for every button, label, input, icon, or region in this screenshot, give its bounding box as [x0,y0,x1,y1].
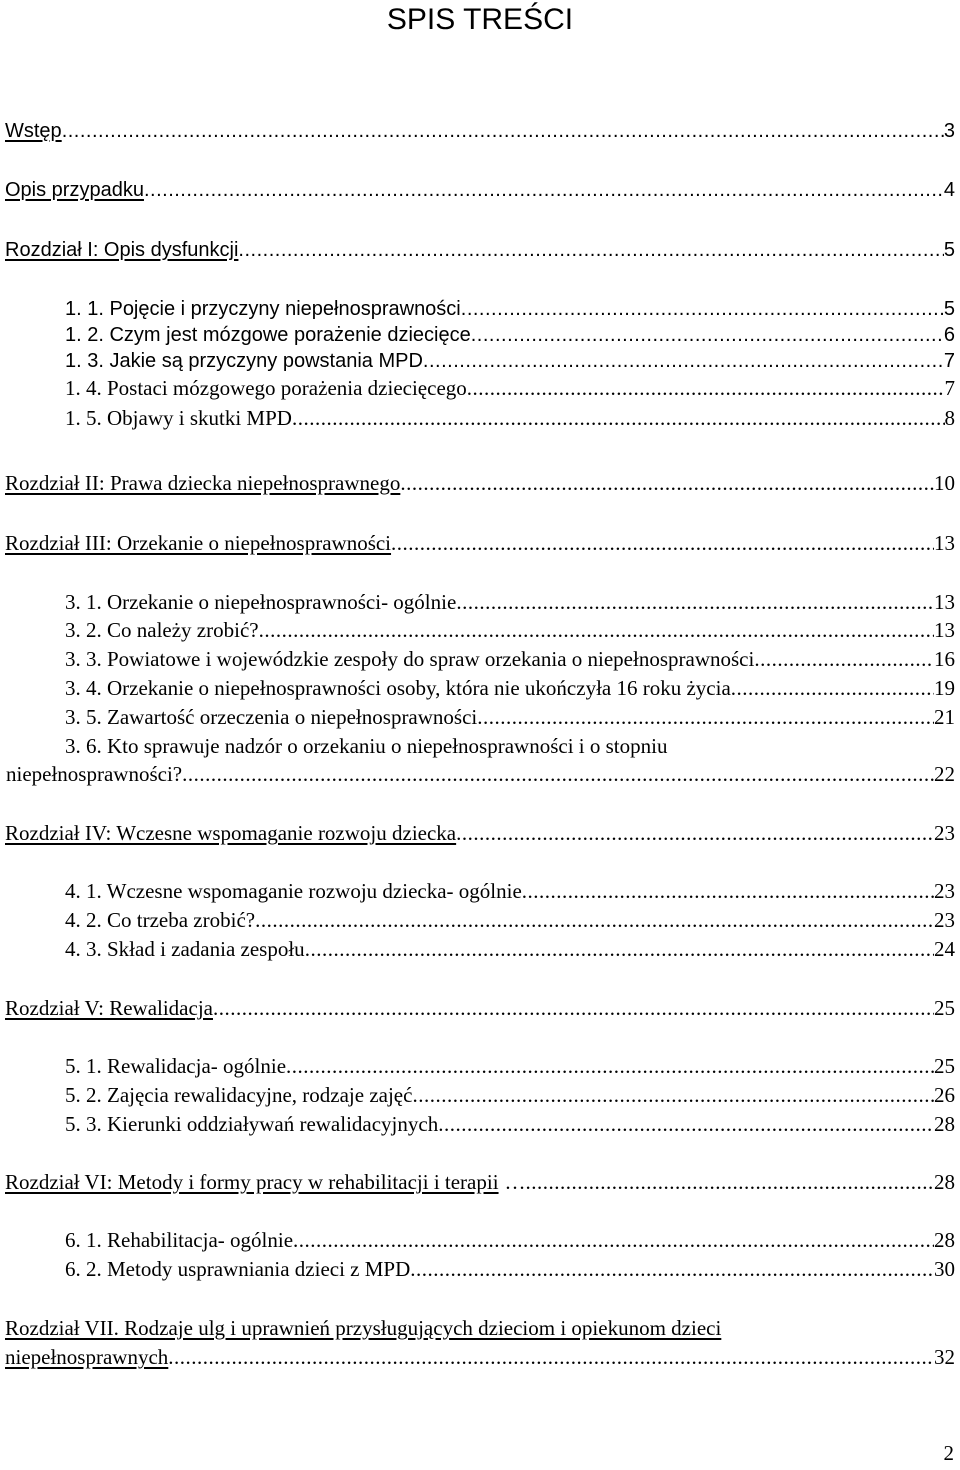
toc-entry-label: 6. 2. Metody usprawniania dzieci z MPD [65,1257,411,1281]
toc-entry-page: 28 [934,1112,955,1136]
toc-entry-3-2[interactable] [65,617,955,643]
toc-entry-page: 23 [934,908,955,932]
toc-entry-3-4[interactable] [65,675,955,701]
toc-entry-rozdzial-7-line1[interactable] [5,1315,721,1341]
toc-entry-4-1[interactable] [65,878,955,904]
toc-entry-1-1[interactable] [65,296,955,322]
toc-entry-page: 28 [934,1170,955,1194]
toc-leader-dots [62,118,944,144]
toc-leader-dots [456,589,934,615]
toc-leader-dots [144,177,944,203]
toc-entry-page: 21 [934,705,955,729]
toc-entry-label: niepełnosprawnych [5,1345,169,1369]
toc-entry-page: 32 [934,1345,955,1369]
toc-leader-dots [477,704,934,730]
toc-entry-page: 5 [943,298,955,320]
toc-entry-1-2[interactable] [65,322,955,348]
toc-entry-3-3[interactable] [65,646,955,672]
toc-entry-page: 16 [934,647,955,671]
toc-entry-label: 1. 4. Postaci mózgowego porażenia dziecięcego [65,376,467,400]
toc-entry-label: Rozdział II: Prawa dziecka niepełnosprawnego [5,471,401,495]
toc-entry-5-2[interactable] [65,1082,955,1108]
toc-entry-label: 4. 1. Wczesne wspomaganie rozwoju dziecka- ogólnie [65,879,522,903]
toc-entry-3-6-line1[interactable]: 3. 6. Kto sprawuje nadzór o orzekaniu o niepełnosprawności i o stopniu [65,734,668,758]
toc-entry-rozdzial-4[interactable] [5,820,955,846]
toc-entry-label: 5. 1. Rewalidacja- ogólnie [65,1054,287,1078]
toc-entry-rozdzial-5[interactable] [5,995,955,1021]
toc-entry-page: 28 [934,1228,955,1252]
toc-entry-page: 26 [934,1083,955,1107]
toc-entry-label: 3. 1. Orzekanie o niepełnosprawności- ogólnie [65,590,457,614]
toc-entry-page: 7 [944,376,955,400]
toc-leader-dots [305,936,934,962]
toc-entry-6-1[interactable] [65,1227,955,1253]
toc-leader-dots [461,296,944,322]
toc-entry-label: Rozdział VI: Metody i formy pracy w rehabilitacji i terapii [5,1170,499,1194]
toc-entry-label: 3. 4. Orzekanie o niepełnosprawności osoby, która nie ukończyła 16 roku życia [65,676,731,700]
toc-entry-page: 19 [934,676,955,700]
toc-entry-page: 3 [943,120,955,142]
toc-entry-ellipsis: … [504,1170,526,1194]
toc-entry-label: 3. 5. Zawartość orzeczenia o niepełnosprawności [65,705,478,729]
toc-leader-dots [182,761,934,787]
toc-entry-page: 22 [934,762,955,786]
toc-entry-1-5[interactable] [65,405,955,431]
toc-entry-label: Rozdział IV: Wczesne wspomaganie rozwoju dziecka [5,821,457,845]
toc-entry-page: 8 [944,406,955,430]
toc-entry-wstep[interactable] [5,118,955,144]
page-title: SPIS TREŚCI [386,3,574,36]
toc-entry-label: Rozdział V: Rewalidacja [5,996,213,1020]
toc-entry-label: Rozdział I: Opis dysfunkcji [5,239,239,261]
toc-entry-4-3[interactable] [65,936,955,962]
toc-entry-page: 7 [943,350,955,372]
toc-entry-5-1[interactable] [65,1053,955,1079]
toc-entry-3-5[interactable] [65,704,955,730]
toc-leader-dots [456,820,934,846]
toc-entry-label: 1. 1. Pojęcie i przyczyny niepełnosprawności [65,298,461,320]
toc-entry-3-6[interactable] [6,761,955,787]
toc-leader-dots [292,405,945,431]
toc-entry-label: 5. 3. Kierunki oddziaływań rewalidacyjnych [65,1112,439,1136]
toc-entry-label: 3. 3. Powiatowe i wojewódzkie zespoły do spraw orzekania o niepełnosprawności [65,647,755,671]
toc-entry-4-2[interactable] [65,907,955,933]
toc-entry-rozdzial-6[interactable] [5,1169,955,1195]
toc-entry-page: 13 [934,531,955,555]
toc-entry-3-1[interactable] [65,589,955,615]
toc-entry-label: 6. 1. Rehabilitacja- ogólnie [65,1228,294,1252]
toc-entry-label: 1. 5. Objawy i skutki MPD [65,406,292,430]
page-number: 2 [943,1441,954,1465]
toc-entry-rozdzial-1[interactable] [5,237,955,263]
toc-entry-label: Rozdział III: Orzekanie o niepełnosprawności [5,531,392,555]
toc-entry-page: 4 [943,179,955,201]
toc-entry-1-3[interactable] [65,348,955,374]
toc-entry-label: 5. 2. Zajęcia rewalidacyjne, rodzaje zajęć [65,1083,413,1107]
toc-entry-1-4[interactable] [65,375,955,401]
toc-leader-dots [238,237,943,263]
toc-entry-label: 1. 3. Jakie są przyczyny powstania MPD [65,350,423,372]
toc-entry-5-3[interactable] [65,1111,955,1137]
toc-entry-label: 1. 2. Czym jest mózgowe porażenie dziecięce [65,324,471,346]
toc-entry-page: 23 [934,821,955,845]
toc-leader-dots [522,878,934,904]
toc-entry-page: 25 [934,996,955,1020]
toc-entry-opis-przypadku[interactable] [5,177,955,203]
toc-entry-label: Rozdział VII. Rodzaje ulg i uprawnień przysługujących dzieciom i opiekunom dzieci [5,1316,722,1340]
toc-entry-label: 4. 2. Co trzeba zrobić? [65,908,256,932]
toc-leader-dots [731,675,934,701]
toc-leader-dots [391,530,934,556]
toc-leader-dots [286,1053,934,1079]
toc-leader-dots [467,375,945,401]
toc-leader-dots [438,1111,934,1137]
toc-entry-page: 25 [934,1054,955,1078]
toc-leader-dots [410,1256,934,1282]
toc-entry-label: niepełnosprawności? [6,762,183,786]
toc-entry-page: 6 [943,324,955,346]
toc-leader-dots [255,907,934,933]
toc-entry-page: 13 [934,618,955,642]
toc-entry-page: 23 [934,879,955,903]
toc-entry-rozdzial-3[interactable] [5,530,955,556]
toc-entry-6-2[interactable] [65,1256,955,1282]
toc-entry-page: 10 [934,471,955,495]
toc-entry-page: 24 [934,937,955,961]
toc-leader-dots [471,322,944,348]
toc-leader-dots [754,646,934,672]
toc-entry-rozdzial-2[interactable] [5,470,955,496]
toc-entry-label: Opis przypadku [5,179,144,201]
toc-entry-page: 13 [934,590,955,614]
toc-entry-page: 5 [943,239,955,261]
toc-leader-dots [293,1227,934,1253]
toc-entry-label: 4. 3. Skład i zadania zespołu [65,937,305,961]
toc-leader-dots [213,995,934,1021]
toc-entry-rozdzial-7[interactable] [5,1344,955,1370]
toc-leader-dots [526,1169,934,1195]
toc-leader-dots [259,617,934,643]
toc-leader-dots [168,1344,934,1370]
toc-leader-dots [412,1082,934,1108]
toc-leader-dots [400,470,934,496]
toc-entry-page: 30 [934,1257,955,1281]
toc-entry-label: Wstęp [5,120,62,142]
toc-leader-dots [423,348,944,374]
toc-entry-label: 3. 2. Co należy zrobić? [65,618,259,642]
